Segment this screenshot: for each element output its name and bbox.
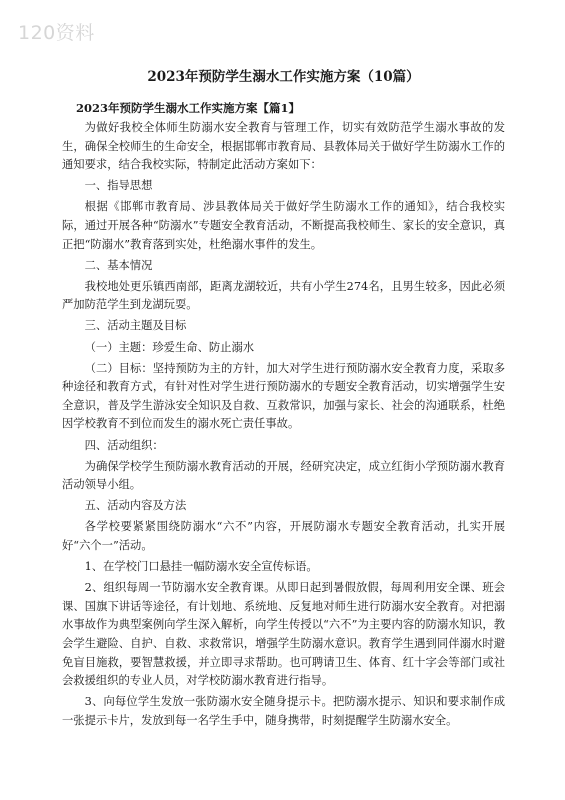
heading-theme-goals: 三、活动主题及目标 bbox=[84, 319, 187, 333]
heading-organization: 四、活动组织： bbox=[84, 438, 164, 452]
list-item-1: 1、在学校门口悬挂一幅防溺水安全宣传标语。 bbox=[84, 560, 318, 574]
heading-basic-situation: 二、基本情况 bbox=[84, 258, 153, 272]
section-subtitle: 2023年预防学生溺水工作实施方案【篇1】 bbox=[76, 101, 301, 115]
document-title: 2023年预防学生溺水工作实施方案（10篇） bbox=[147, 69, 420, 85]
intro-paragraph: 为做好我校全体师生防溺水安全教育与管理工作，切实有效防范学生溺水事故的发生，确保全校师生的生命安全，根据邯郸市教育局、县教体局关于做好学生防溺水工作的通知要求，结合我校实际，特制定此活动方案如下： bbox=[62, 121, 505, 172]
guiding-ideology-paragraph: 根据《邯郸市教育局、涉县教体局关于做好学生防溺水工作的通知》，结合我校实际，通过开展各种“防溺水”专题安全教育活动，不断提高我校师生、家长的安全意识，真正把“防溺水”教育落到实处，杜绝溺水事件的发生。 bbox=[62, 200, 505, 251]
organization-paragraph: 为确保学校学生预防溺水教育活动的开展，经研究决定，成立红街小学预防溺水教育活动领导小组。 bbox=[62, 459, 505, 492]
watermark: 120资料 bbox=[18, 22, 95, 44]
heading-content-methods: 五、活动内容及方法 bbox=[84, 499, 187, 513]
document-body bbox=[62, 68, 505, 733]
goals-paragraph: （二）目标：坚持预防为主的方针，加大对学生进行预防溺水安全教育力度，采取多种途径和教育方式，有针对性对学生进行预防溺水的专题安全教育活动，切实增强学生安全意识，普及学生游泳安全知识及自救、互救常识，加强与家长、社会的沟通联系，杜绝因学校教育不到位而发生的溺水死亡责任事故。 bbox=[62, 361, 505, 431]
heading-guiding-ideology: 一、指导思想 bbox=[84, 179, 153, 193]
theme-paragraph: （一）主题：珍爱生命、防止溺水 bbox=[84, 340, 255, 354]
list-item-2: 2、组织每周一节防溺水安全教育课。从即日起到暑假放假，每周利用安全课、班会课、国旗下讲话等途径，有计划地、系统地、反复地对师生进行防溺水安全教育。对把溺水事故作为典型案例向学生深入解析，向学生传授以“六不”为主要内容的防溺水知识，教会学生避险、自护、自救、求救常识，增强学生防溺水意识。教育学生遇到同伴溺水时避免盲目施救，要智慧救援，并立即寻求帮助。也可聘请卫生、体育、红十字会等部门或社会救援组织的专业人员，对学校防溺水教育进行指导。 bbox=[62, 581, 505, 688]
content-methods-paragraph: 各学校要紧紧围绕防溺水“六不”内容，开展防溺水专题安全教育活动，扎实开展好“六个一”活动。 bbox=[62, 520, 505, 552]
list-item-3: 3、向每位学生发放一张防溺水安全随身提示卡。把防溺水提示、知识和要求制作成一张提示卡片，发放到每一名学生手中，随身携带，时刻提醒学生防溺水安全。 bbox=[62, 695, 505, 727]
basic-situation-paragraph: 我校地处更乐镇西南部，距离龙湖较近，共有小学生274名，且男生较多，因此必须严加防范学生到龙湖玩耍。 bbox=[62, 279, 505, 312]
